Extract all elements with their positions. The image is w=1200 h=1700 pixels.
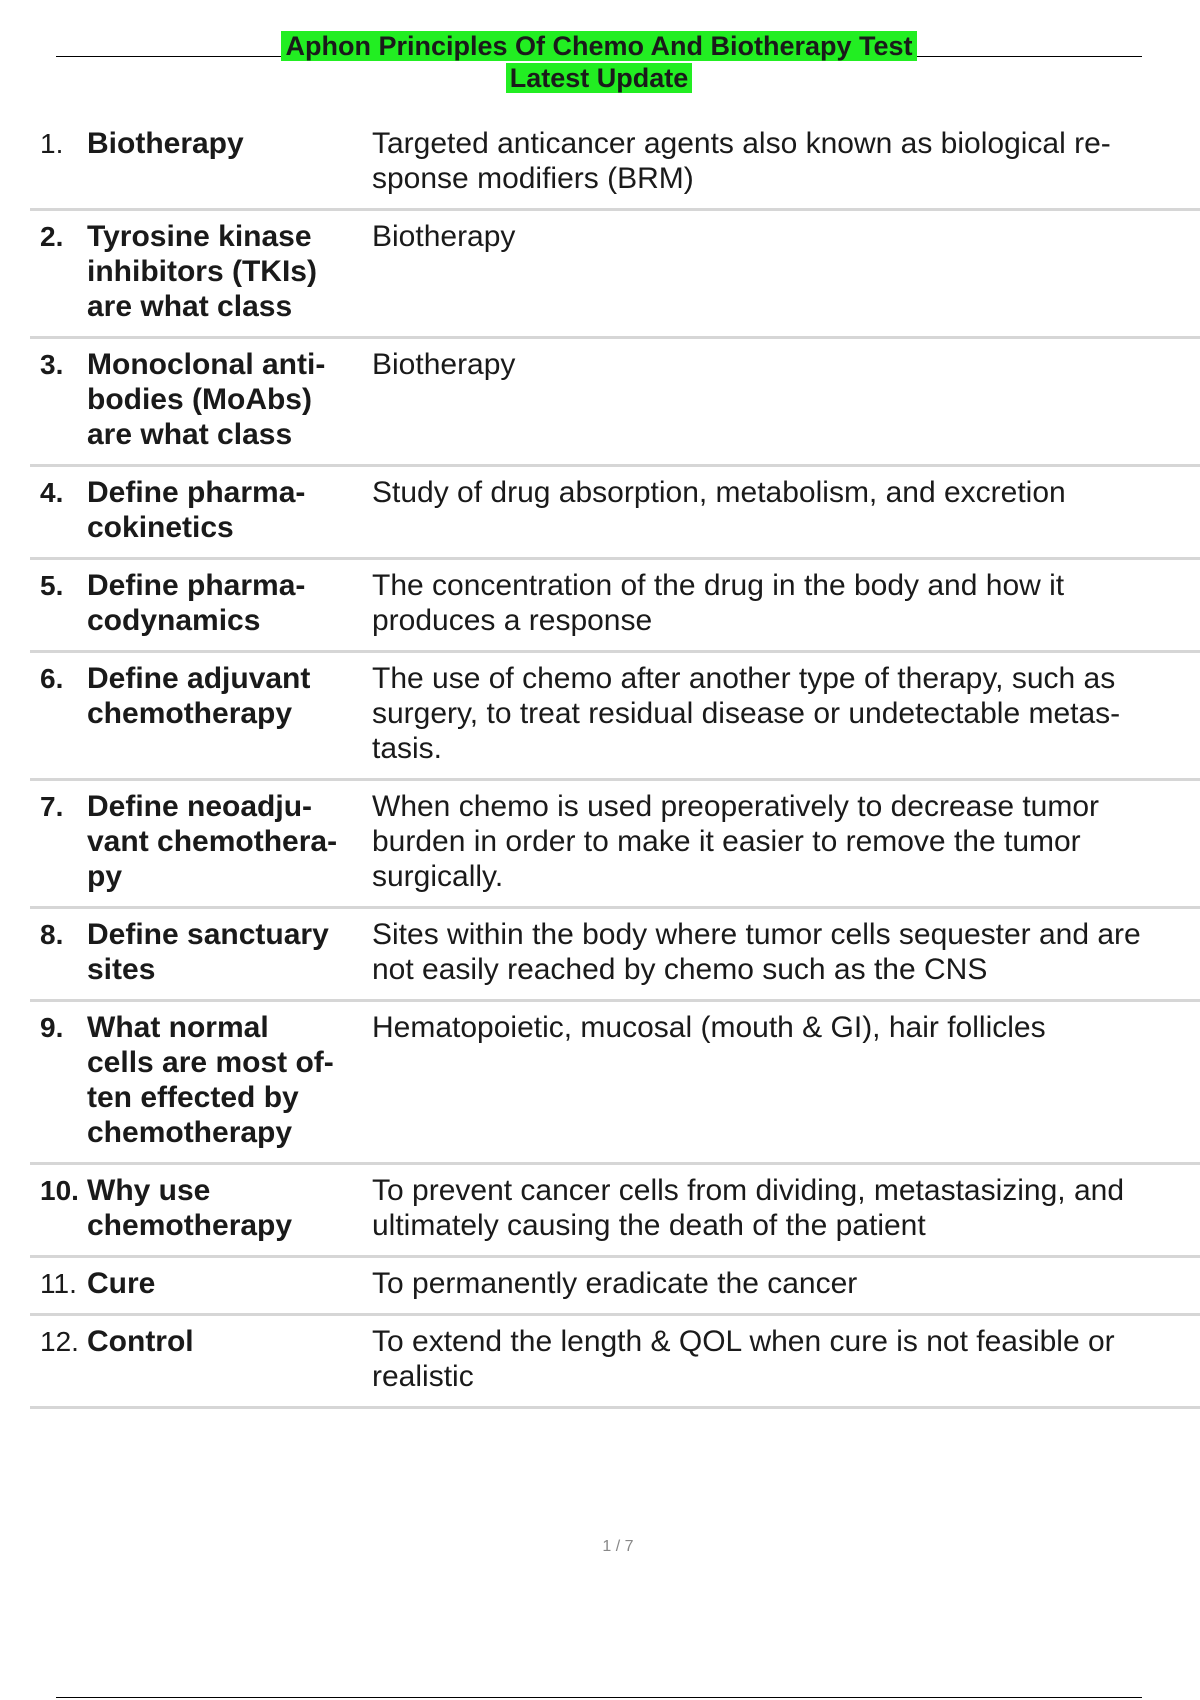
card-term: Define neoadju- vant chemothera- py (87, 790, 338, 893)
document-header (56, 30, 1142, 94)
card-term: Cure (87, 1267, 156, 1300)
card-term: Tyrosine kinase inhibitors (TKIs) are what class (87, 220, 317, 323)
card-definition: When chemo is used preoperatively to decrease tumor burden in order to make it easier to remove the tumor surgically. (372, 790, 1100, 893)
card-definition: Study of drug absorption, metabolism, and excretion (372, 476, 1066, 509)
card-definition: Biotherapy (372, 348, 516, 381)
footer-rule (56, 1697, 1142, 1698)
title-text-2: Latest Update (506, 63, 693, 93)
card-term: Define pharma- cokinetics (87, 476, 306, 544)
card-number: 4. (40, 477, 64, 508)
title-text-1: Aphon Principles Of Chemo And Biotherapy Test (281, 31, 916, 61)
card-definition: Targeted anticancer agents also known as biological re- sponse modifiers (BRM) (372, 127, 1111, 195)
card-definition: To extend the length & QOL when cure is not feasible or realistic (372, 1325, 1115, 1393)
card-definition: To permanently eradicate the cancer (372, 1267, 858, 1300)
title-line-2 (56, 62, 1142, 94)
card-term: Control (87, 1325, 194, 1358)
card-definition: Sites within the body where tumor cells sequester and are not easily reached by chemo such as the CNS (372, 918, 1141, 986)
title-line-1 (56, 30, 1142, 62)
card-definition: Hematopoietic, mucosal (mouth & GI), hair follicles (372, 1011, 1046, 1044)
card-row (30, 1165, 1200, 1258)
card-row (30, 1002, 1200, 1165)
card-row (30, 118, 1200, 211)
card-definition: The use of chemo after another type of therapy, such as surgery, to treat residual disease or undetectable metas- tasis. (372, 662, 1121, 765)
card-number: 11. (40, 1268, 77, 1299)
card-number: 6. (40, 663, 64, 694)
card-number: 1. (40, 128, 64, 159)
card-row (30, 560, 1200, 653)
card-term: Define pharma- codynamics (87, 569, 306, 637)
page-number: 1 / 7 (602, 1538, 634, 1555)
card-term: Define adjuvant chemotherapy (87, 662, 311, 730)
card-row (30, 467, 1200, 560)
card-number: 3. (40, 349, 64, 380)
card-term: What normal cells are most of- ten effected by chemotherapy (87, 1011, 334, 1149)
card-number: 2. (40, 221, 64, 252)
card-row (30, 909, 1200, 1002)
card-row (30, 1316, 1200, 1409)
card-row (30, 339, 1200, 467)
card-row (30, 781, 1200, 909)
card-row (30, 1258, 1200, 1316)
flashcard-list (30, 118, 1200, 1409)
card-row (30, 211, 1200, 339)
card-term: Why use chemotherapy (87, 1174, 293, 1242)
card-number: 12. (40, 1326, 79, 1357)
card-number: 8. (40, 919, 64, 950)
card-term: Define sanctuary sites (87, 918, 329, 986)
card-number: 7. (40, 791, 64, 822)
card-number: 10. (40, 1175, 79, 1206)
card-term: Biotherapy (87, 127, 244, 160)
card-definition: To prevent cancer cells from dividing, metastasizing, and ultimately causing the death of the patient (372, 1174, 1125, 1242)
card-number: 5. (40, 570, 64, 601)
card-number: 9. (40, 1012, 64, 1043)
card-definition: Biotherapy (372, 220, 516, 253)
card-term: Monoclonal anti- bodies (MoAbs) are what class (87, 348, 326, 451)
card-definition: The concentration of the drug in the body and how it produces a response (372, 569, 1065, 637)
card-row (30, 653, 1200, 781)
